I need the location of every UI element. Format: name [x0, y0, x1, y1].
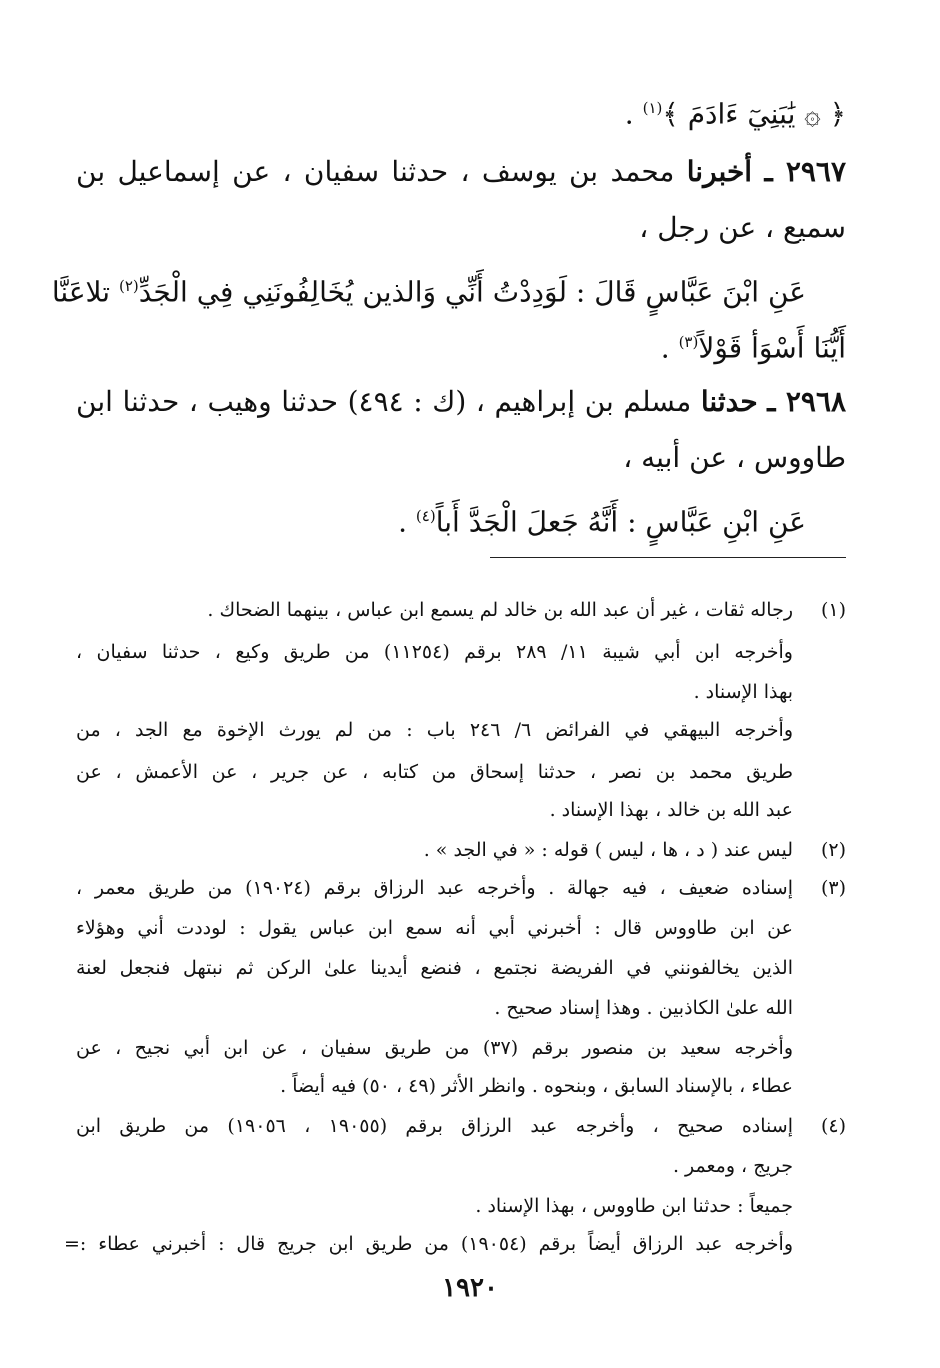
- footnote-separator: [490, 557, 846, 558]
- footnote-text: إسناده صحيح ، وأخرجه عبد الرزاق برقم (١٩٠٥٥ ، ١٩٠٥٦) من طريق ابن: [76, 1115, 793, 1137]
- footnote-marker: (٢): [118, 277, 139, 295]
- footnote-4-line-2: [76, 1152, 793, 1182]
- footnote-text: وأخرجه ابن أبي شيبة ١١/ ٢٨٩ برقم (١١٢٥٤) من طريق وكيع ، حدثنا سفيان ،: [76, 641, 793, 663]
- matn-text: عَنِ ابْنَ عَبَّاسٍ قَالَ : لَوَدِدْتُ أَنِّي وَالذين يُخَالِفُونَنِي فِي الْجَدِّ: [138, 275, 806, 309]
- quran-verse-line: [560, 88, 846, 132]
- footnote-2-line-1: [76, 836, 793, 866]
- footnote-text: وأخرجه عبد الرزاق أيضاً برقم (١٩٠٥٤) من طريق ابن جريج قال : أخبرني عطاء :=: [64, 1233, 793, 1255]
- footnote-1-line-3: [76, 678, 793, 708]
- hadith-number: ٢٩٦٧ ـ: [764, 155, 846, 188]
- narration-verb: أخبرنا: [686, 155, 753, 188]
- footnote-text: وأخرجه البيهقي في الفرائض ٦/ ٢٤٦ باب : من لم يورث الإخوة مع الجد ، من: [76, 719, 793, 741]
- footnote-text: ليس عند ( د ، ها ، ليس ) قوله : « في الجد » .: [423, 839, 793, 861]
- footnote-marker: (١): [642, 99, 663, 117]
- footnote-label: (١): [820, 599, 846, 621]
- footnote-text: بهذا الإسناد .: [693, 681, 793, 703]
- footnote-text: الله علىٰ الكاذبين . وهذا إسناد صحيح .: [494, 997, 793, 1019]
- footnote-marker: (٤): [415, 507, 436, 525]
- matn-text: عَنِ ابْنِ عَبَّاسٍ : أَنَّهُ جَعلَ الْجَدَّ أَباً: [435, 505, 806, 539]
- isnad-text: طاووس ، عن أبيه ،: [623, 441, 846, 474]
- line-end: .: [660, 331, 679, 365]
- footnote-3-line-3: [76, 954, 793, 984]
- footnote-1-line-6: [76, 796, 793, 826]
- footnote-text: رجاله ثقات ، غير أن عبد الله بن خالد لم يسمع ابن عباس ، بينهما الضحاك .: [207, 599, 793, 621]
- hadith-2967-line-1: [76, 152, 846, 196]
- line-end: .: [398, 505, 416, 539]
- hadith-2967-line-2: [76, 208, 846, 252]
- hadith-2967-line-4: [560, 322, 846, 366]
- hadith-number: ٢٩٦٨ ـ: [767, 385, 847, 418]
- footnote-text: طريق محمد بن نصر ، حدثنا إسحاق من كتابه ، عن جرير ، عن الأعمش ، عن: [76, 761, 793, 783]
- footnote-4-line-4: [64, 1230, 793, 1260]
- isnad-text: مسلم بن إبراهيم ، (ك : ٤٩٤) حدثنا وهيب ، حدثنا ابن: [76, 385, 701, 418]
- footnote-1-line-4: [76, 716, 793, 746]
- footnote-text: جريج ، ومعمر .: [672, 1155, 793, 1177]
- footnote-1-line-5: [76, 758, 793, 788]
- footnote-text: عبد الله بن خالد ، بهذا الإسناد .: [549, 799, 793, 821]
- footnote-4-line-3: [76, 1192, 793, 1222]
- footnote-3-line-5: [76, 1034, 793, 1064]
- footnote-text: جميعاً : حدثنا ابن طاووس ، بهذا الإسناد .: [475, 1195, 793, 1217]
- footnote-3-line-6: [76, 1072, 793, 1102]
- footnote-label: (٤): [820, 1115, 846, 1137]
- hadith-2968-line-3: [76, 496, 806, 540]
- footnote-marker: (٣): [678, 333, 699, 351]
- footnote-1-line-2: [76, 638, 793, 668]
- hadith-2968-line-1: [76, 382, 846, 426]
- footnote-3-line-2: [76, 914, 793, 944]
- isnad-text: سميع ، عن رجل ،: [639, 211, 846, 244]
- quran-verse-text: ﴿ ۞ يَٰبَنِيٓ ءَادَمَ ﴾: [662, 97, 846, 131]
- matn-text: تلاعَنَّا: [51, 275, 119, 309]
- footnote-text: إسناده ضعيف ، فيه جهالة . وأخرجه عبد الرزاق برقم (١٩٠٢٤) من طريق معمر ،: [76, 877, 793, 899]
- line-end: .: [624, 97, 643, 131]
- footnote-1-line-1: [76, 596, 793, 626]
- footnote-label: (٢): [820, 839, 846, 861]
- footnote-3-line-1: [76, 874, 793, 904]
- page-number: ١٩٢٠: [442, 1273, 498, 1303]
- footnote-label: (٣): [820, 877, 846, 899]
- hadith-2968-line-2: [76, 438, 846, 482]
- footnote-text: وأخرجه سعيد بن منصور برقم (٣٧) من طريق سفيان ، عن ابن أبي نجيح ، عن: [76, 1037, 793, 1059]
- footnote-3-line-4: [76, 994, 793, 1024]
- hadith-2967-line-3: [51, 266, 806, 310]
- narration-verb: حدثنا: [700, 385, 758, 418]
- matn-text: أَيُّنَا أَسْوَأ قَوْلاً: [698, 331, 846, 365]
- footnote-text: عطاء ، بالإسناد السابق ، وبنحوه . وانظر الأثر (٤٩ ، ٥٠) فيه أيضاً .: [280, 1075, 793, 1097]
- footnote-4-line-1: [76, 1112, 793, 1142]
- footnote-text: الذين يخالفونني في الفريضة نجتمع ، فنضع أيدينا علىٰ الركن ثم نبتهل فنجعل لعنة: [76, 957, 793, 979]
- footnote-text: عن ابن طاووس قال : أخبرني أبي أنه سمع ابن عباس يقول : لوددت أني وهؤلاء: [76, 917, 793, 939]
- isnad-text: محمد بن يوسف ، حدثنا سفيان ، عن إسماعيل بن: [76, 155, 687, 188]
